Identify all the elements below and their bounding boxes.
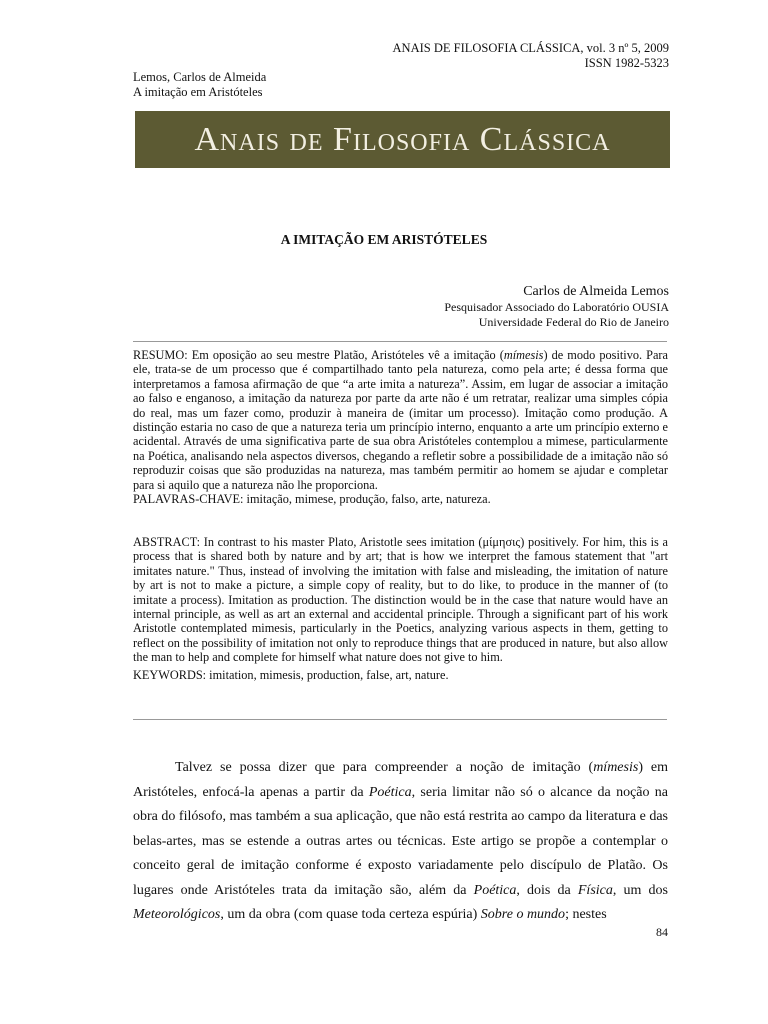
body-paragraph: Talvez se possa dizer que para compreender a noção de imitação (mímesis) em Aristóteles, enfocá-la apenas a partir da Poética, seria limitar não só o alcance da noção na obra do filósofo, mas também a sua aplicação, que não está restrita ao campo da literatura e das belas-artes, mas se estende a outras artes ou técnicas. Este artigo se propõe a contemplar o conceito geral de imitação conforme é exposto variadamente pelo discípulo de Platão. Os lugares onde Aristóteles trata da imitação são, além da Poética, dois da Física, um dos Meteorológicos, um da obra (com quase toda certeza espúria) Sobre o mundo; nestes: [133, 760, 669, 922]
resumo-term: mímesis: [503, 348, 544, 362]
resumo-text: RESUMO: Em oposição ao seu mestre Platão, Aristóteles vê a imitação (mímesis) de modo positivo. Para ele, trata-se de um processo que é compartilhado tanto pela natureza, como pela arte; é dessa forma que interpretamos a famosa afirmação de que “a arte imita a natureza”. Assim, em lugar de associar a imitação ao falso e enganoso, a imitação da natureza por parte da arte não é um retratar, realizar uma simples cópia do real, mas um fazer como, produzir à maneira de (imitar um processo). Imitação como produção. A distinção estaria no caso de que a natureza teria um princípio interno, enquanto a arte um princípio externo e acidental. Através de uma significativa parte de sua obra Aristóteles contemplou a mimese, particularmente na Poética, analisando nela aspectos diversos, chegando a refletir sobre a possibilidade de a imitação não só reproduzir coisas que são produzidas na natureza, mas também permitir ao homem se ajudar e completar para si aquilo que a natureza não lhe proporciona.: [133, 348, 668, 492]
affiliation-lab: Pesquisador Associado do Laboratório OUSIA: [444, 300, 669, 314]
abstract-section: [133, 535, 668, 682]
abstract-label: ABSTRACT:: [133, 535, 201, 549]
resumo-label: RESUMO:: [133, 348, 188, 362]
resumo-section: [133, 348, 668, 506]
author-name: Carlos de Almeida Lemos: [523, 284, 669, 299]
abstract-text: ABSTRACT: In contrast to his master Plato, Aristotle sees imitation (μίμησις) positively. For him, this is a process that is shared both by nature and by art; that is how we interpret the famous statement that "art imitates nature." Thus, instead of involving the imitation with false and misleading, the imitation of nature by art is not to make a picture, a simple copy of reality, but to do like, to produce in the manner of (to imitate a process). Imitation as production. The distinction would be in the case that nature would have an internal principle, as well as art an external and accidental principle. Through a significant part of his work Aristotle contemplated mimesis, particularly in the Poetics, analyzing various aspects in them, getting to reflect on the possibility of imitation not only to reproduce things that are produced in nature, but also allow the man to help and complete for himself what nature does not give to him.: [133, 535, 668, 665]
body-text: [133, 756, 668, 928]
page-number: 84: [656, 925, 668, 939]
resumo-keywords: PALAVRAS-CHAVE: imitação, mimese, produção, falso, arte, natureza.: [133, 492, 491, 507]
journal-header: [393, 41, 669, 71]
issn: ISSN 1982-5323: [584, 56, 669, 70]
author-reference: [133, 70, 266, 100]
affiliation-university: Universidade Federal do Rio de Janeiro: [478, 315, 669, 329]
journal-banner: Anais de Filosofia Clássica: [135, 111, 670, 168]
abstract-keywords: KEYWORDS: imitation, mimesis, production, false, art, nature.: [133, 667, 449, 682]
divider-top: [133, 341, 667, 342]
journal-line: ANAIS DE FILOSOFIA CLÁSSICA, vol. 3 nº 5, 2009: [392, 41, 669, 55]
author-ref-title: A imitação em Aristóteles: [133, 85, 263, 99]
author-ref-name: Lemos, Carlos de Almeida: [133, 70, 267, 84]
article-title: A IMITAÇÃO EM ARISTÓTELES: [280, 232, 488, 247]
author-block: [444, 283, 669, 330]
divider-bottom: [133, 719, 667, 720]
